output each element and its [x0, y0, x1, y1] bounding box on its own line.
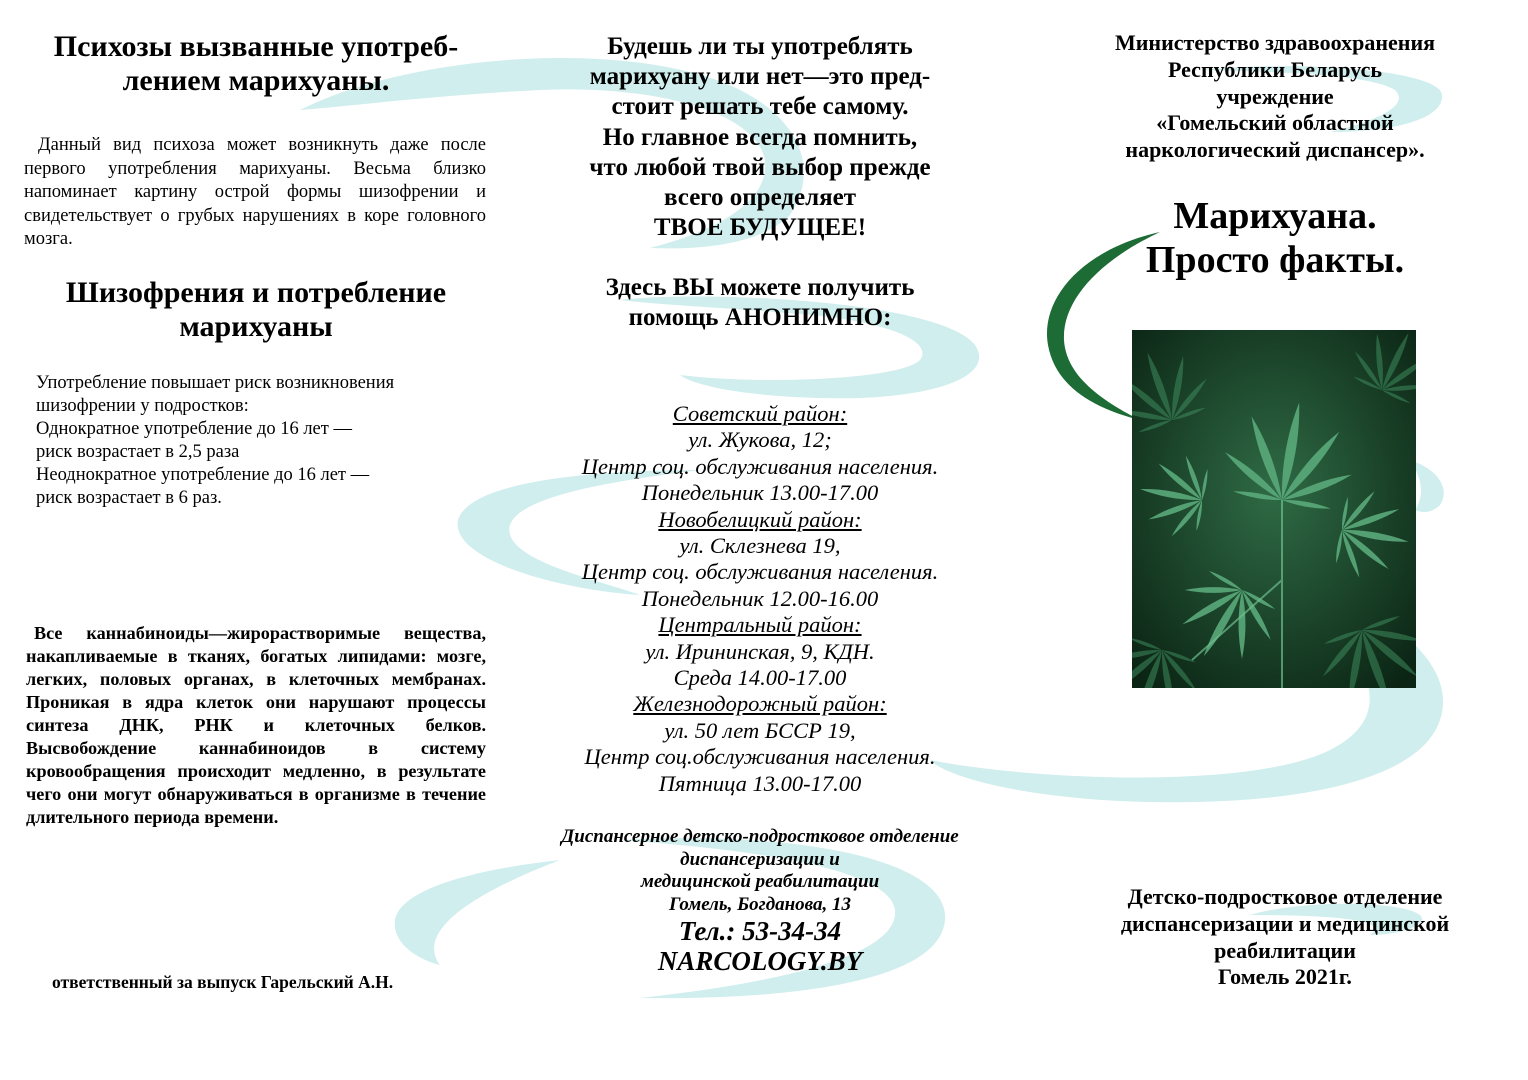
schizophrenia-risk-text: Употребление повышает риск возникновения шизофрении у подростков: Однократное употребление до 16 лет — риск возрастает в 2,5 раза Неоднократное употребление до 16 лет — риск возрастает в 6 раз.	[36, 373, 395, 508]
district-name: Железнодорожный район:	[633, 691, 887, 717]
phone-number: Тел.: 53-34-34	[678, 916, 842, 946]
department-footer: Детско-подростковое отделение диспансеризации и медицинской реабилитации Гомель 2021г.	[1120, 884, 1450, 990]
psychosis-paragraph: Данный вид психоза может возникнуть даже после первого употребления марихуаны. Весьма близко напоминает картину острой формы шизофрении и свидетельствует о грубых нарушениях в коре головного мозга.	[24, 135, 486, 249]
anonymous-help-heading: Здесь ВЫ можете получить помощь АНОНИМНО:	[605, 274, 915, 332]
website-link[interactable]: NARCOLOGY.BY	[657, 946, 863, 976]
right-panel	[1040, 0, 1510, 1080]
district-name: Центральный район:	[658, 612, 862, 638]
dispensary-info: Диспансерное детско-подростковое отделение диспансеризации и медицинской реабилитации Гомель, Богданова, 13	[561, 826, 959, 915]
leaf-illustration	[1132, 330, 1416, 688]
contact-block	[520, 916, 1000, 976]
brochure-title: Марихуана. Просто факты.	[1145, 195, 1405, 281]
middle-panel	[520, 0, 1000, 1080]
cannabis-leaves-photo	[1132, 330, 1416, 688]
responsible-footer: ответственный за выпуск Гарельский А.Н.	[52, 972, 394, 992]
intro-message: Будешь ли ты употреблять марихуану или нет—это пред- стоит решать тебе самому. Но главное всегда помнить, что любой твой выбор прежде всего определяет ТВОЕ БУДУЩЕЕ!	[589, 33, 931, 242]
cannabinoids-paragraph: Все каннабиноиды—жирорастворимые вещества, накапливаемые в тканях, богатых липидами: мозге, легких, половых органах, в клеточных мембранах. Проникая в ядра клеток они нарушают процессы синтеза ДНК, РНК и клеточных белков. Высвобождение каннабиноидов в систему кровообращения происходит медленно, в результате чего они могут обнаруживаться в организме в течение длительного периода времени.	[26, 623, 486, 827]
district-name: Советский район:	[672, 401, 848, 426]
left-panel	[24, 0, 488, 1080]
district-addresses: Советский район: ул. Жукова, 12; Центр соц. обслуживания населения. Понедельник 13.00-17.00 Новобелицкий район: ул. Склезнева 19, Центр соц. обслуживания населения. Понедельник 12.00-16.00 Центральный район: ул. Ирининская, 9, КДН. Среда 14.00-17.00 Железнодорожный район: ул. 50 лет БССР 19, Центр соц.обслуживания населения. Пятница 13.00-17.00	[520, 401, 1000, 797]
organization-name: Министерство здравоохранения Республики Беларусь учреждение «Гомельский областной наркологический диспансер».	[1114, 30, 1436, 163]
heading-schizophrenia: Шизофрения и потребление марихуаны	[65, 276, 447, 343]
district-name: Новобелицкий район:	[658, 506, 862, 532]
heading-psychosis: Психозы вызванные употреб- лением марихуаны.	[53, 30, 459, 97]
